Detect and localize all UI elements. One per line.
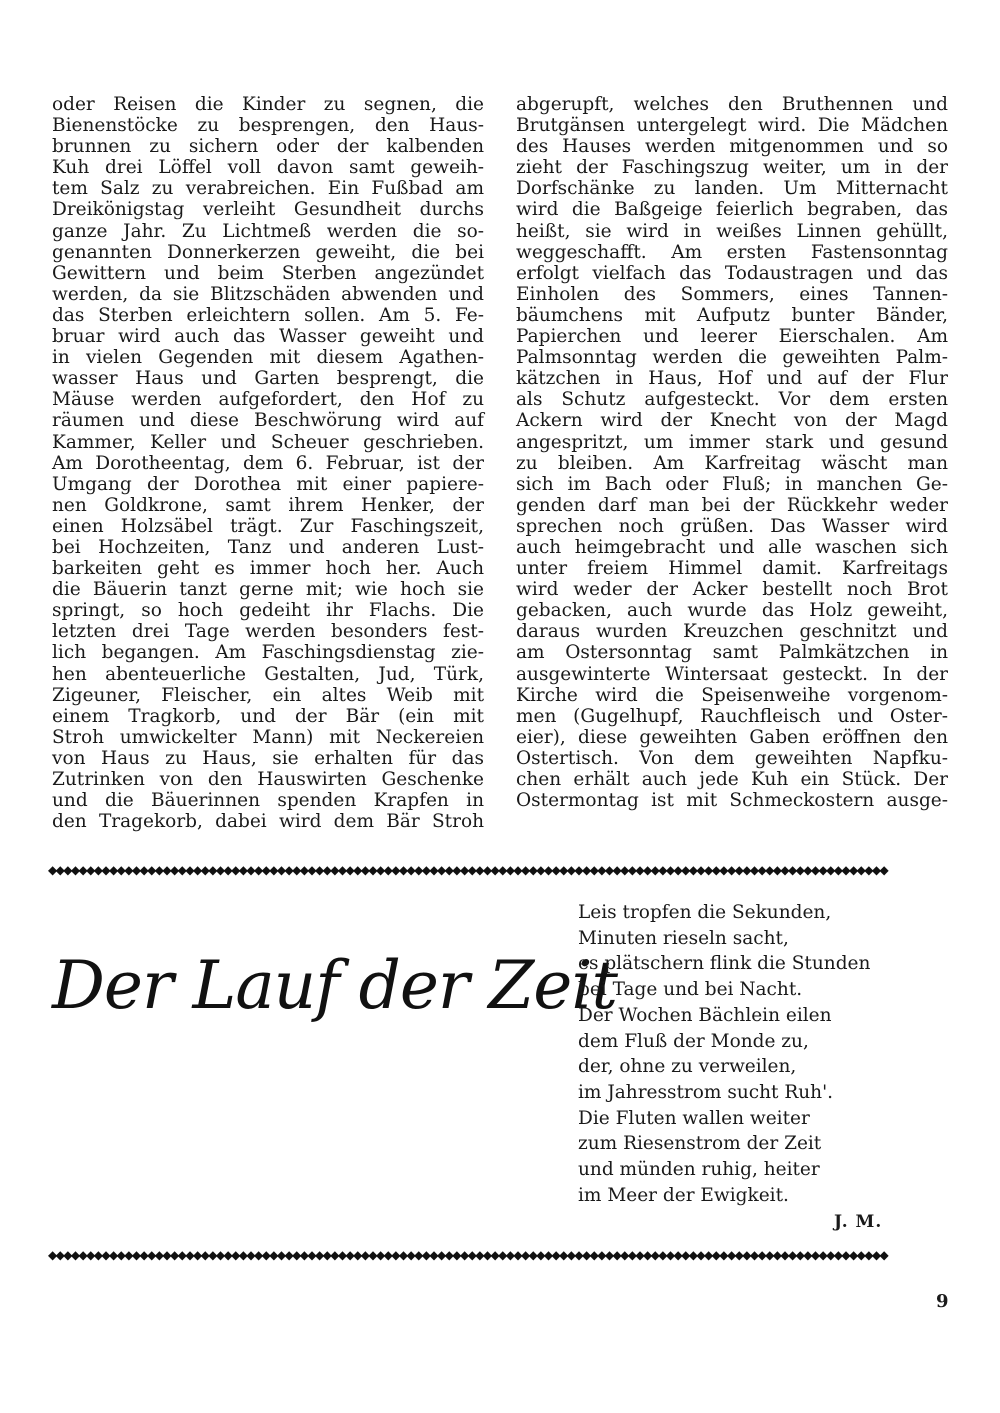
text-line: Papierchen und leerer Eierschalen. Am — [516, 326, 948, 348]
text-line: auch heimgebracht und alle waschen sich — [516, 536, 948, 558]
text-line: Umgang der Dorothea mit einer papiere- — [52, 473, 484, 495]
text-line: Stroh umwickelter Mann) mit Neckereien — [52, 726, 484, 748]
text-line: Gewittern und beim Sterben angezündet — [52, 262, 484, 284]
poem-author: J. M. — [834, 1212, 883, 1232]
poem-line: bei Tage und bei Nacht. — [578, 979, 803, 1001]
text-line: Dorfschänke zu landen. Um Mitternacht — [516, 178, 948, 200]
text-line: von Haus zu Haus, sie erhalten für das — [52, 747, 484, 769]
text-line: Zutrinken von den Hauswirten Geschenke — [52, 769, 484, 790]
text-line: bei Hochzeiten, Tanz und anderen Lust- — [52, 536, 484, 558]
text-line: den Tragekorb, dabei wird dem Bär Stroh — [52, 811, 484, 833]
text-line: am Ostersonntag samt Palmkätzchen in — [516, 642, 948, 664]
text-line: nen Goldkrone, samt ihrem Henker, der — [52, 494, 484, 516]
text-line: chen erhält auch jede Kuh ein Stück. Der — [516, 769, 948, 790]
text-line: heißt, sie wird in weißes Linnen gehüllt, — [516, 220, 948, 242]
text-line: Ostertisch. Von dem geweihten Napfku- — [516, 747, 948, 769]
poem-line: Minuten rieseln sacht, — [578, 927, 789, 949]
text-line: lich begangen. Am Faschingsdienstag zie- — [52, 642, 484, 664]
text-line: unter freiem Himmel damit. Karfreitags — [516, 558, 948, 580]
ornamental-divider-top: ◆◆◆◆◆◆◆◆◆◆◆◆◆◆◆◆◆◆◆◆◆◆◆◆◆◆◆◆◆◆◆◆◆◆◆◆◆◆◆◆◆◆◆◆◆◆◆◆◆◆◆◆◆◆◆◆◆◆◆◆◆◆◆◆◆◆◆◆◆◆◆◆◆◆◆◆◆◆◆◆◆◆◆◆◆◆◆◆◆◆◆◆◆◆◆◆◆◆◆◆◆◆◆◆◆◆◆◆◆◆ — [48, 863, 888, 877]
text-line: Kammer, Keller und Scheuer geschrieben. — [52, 431, 484, 453]
text-line: sich im Bach oder Fluß; in manchen Ge- — [516, 473, 948, 495]
text-line: erfolgt vielfach das Todaustragen und das — [516, 262, 948, 284]
text-line: daraus wurden Kreuzchen geschnitzt und — [516, 621, 948, 643]
text-line: bäumchens mit Aufputz bunter Bänder, — [516, 304, 948, 326]
poem-line: im Jahresstrom sucht Ruh'. — [578, 1081, 834, 1103]
poem-title: Der Lauf der Zeit — [52, 947, 617, 1024]
text-line: Ostermontag ist mit Schmeckostern ausge- — [516, 790, 948, 812]
text-line: räumen und diese Beschwörung wird auf — [52, 410, 484, 432]
poem-line: und münden ruhig, heiter — [578, 1159, 820, 1181]
poem-line: im Meer der Ewigkeit. — [578, 1184, 789, 1206]
poem-line: dem Fluß der Monde zu, — [578, 1030, 809, 1052]
text-line: Ackern wird der Knecht von der Magd — [516, 410, 948, 432]
page-number: 9 — [936, 1291, 949, 1312]
text-line: Bienenstöcke zu besprengen, den Haus- — [52, 115, 484, 137]
text-line: das Sterben erleichtern sollen. Am 5. Fe- — [52, 304, 484, 326]
text-line: gebacken, auch wurde das Holz geweiht, — [516, 600, 948, 622]
text-line: barkeiten geht es immer hoch her. Auch — [52, 558, 484, 580]
poem-line: Die Fluten wallen weiter — [578, 1107, 810, 1129]
text-line: wird die Baßgeige feierlich begraben, das — [516, 199, 948, 221]
article-column-right — [516, 94, 948, 811]
text-line: oder Reisen die Kinder zu segnen, die — [52, 94, 484, 115]
poem-line: es plätschern flink die Stunden — [578, 953, 871, 975]
text-line: eier), diese geweihten Gaben eröffnen den — [516, 726, 948, 748]
text-line: genannten Donnerkerzen geweiht, die bei — [52, 241, 484, 263]
poem-line: zum Riesenstrom der Zeit — [578, 1133, 822, 1155]
text-line: die Bäuerin tanzt gerne mit; wie hoch sie — [52, 579, 484, 601]
text-line: tem Salz zu verabreichen. Ein Fußbad am — [52, 178, 484, 200]
article-column-left — [52, 94, 484, 832]
text-line: letzten drei Tage werden besonders fest- — [52, 621, 484, 643]
poem-line: Leis tropfen die Sekunden, — [578, 902, 832, 923]
poem-text — [578, 900, 938, 1208]
text-line: einen Holzsäbel trägt. Zur Faschingszeit, — [52, 515, 484, 537]
text-line: weggeschafft. Am ersten Fastensonntag — [516, 241, 948, 263]
text-line: Am Dorotheentag, dem 6. Februar, ist der — [52, 452, 484, 474]
text-line: genden darf man bei der Rückkehr weder — [516, 494, 948, 516]
text-line: des Hauses werden mitgenommen und so — [516, 136, 948, 158]
text-line: Kuh drei Löffel voll davon samt geweih- — [52, 157, 484, 179]
text-line: in vielen Gegenden mit diesem Agathen- — [52, 347, 484, 369]
text-line: einem Tragkorb, und der Bär (ein mit — [52, 705, 484, 727]
text-line: men (Gugelhupf, Rauchfleisch und Oster- — [516, 705, 948, 727]
text-line: ausgewinterte Wintersaat gesteckt. In der — [516, 663, 948, 685]
text-line: Zigeuner, Fleischer, ein altes Weib mit — [52, 684, 484, 706]
text-line: als Schutz aufgesteckt. Vor dem ersten — [516, 389, 948, 411]
text-line: werden, da sie Blitzschäden abwenden und — [52, 283, 484, 305]
text-line: bruar wird auch das Wasser geweiht und — [52, 326, 484, 348]
text-line: Dreikönigstag verleiht Gesundheit durchs — [52, 199, 484, 221]
text-line: angespritzt, um immer stark und gesund — [516, 431, 948, 453]
text-line: wasser Haus und Garten besprengt, die — [52, 368, 484, 390]
text-line: abgerupft, welches den Bruthennen und — [516, 94, 948, 115]
text-line: zu bleiben. Am Karfreitag wäscht man — [516, 452, 948, 474]
text-line: sprechen noch grüßen. Das Wasser wird — [516, 515, 948, 537]
text-line: kätzchen in Haus, Hof und auf der Flur — [516, 368, 948, 390]
ornamental-divider-bottom: ◆◆◆◆◆◆◆◆◆◆◆◆◆◆◆◆◆◆◆◆◆◆◆◆◆◆◆◆◆◆◆◆◆◆◆◆◆◆◆◆◆◆◆◆◆◆◆◆◆◆◆◆◆◆◆◆◆◆◆◆◆◆◆◆◆◆◆◆◆◆◆◆◆◆◆◆◆◆◆◆◆◆◆◆◆◆◆◆◆◆◆◆◆◆◆◆◆◆◆◆◆◆◆◆◆◆◆◆◆◆ — [48, 1248, 888, 1262]
text-line: Mäuse werden aufgefordert, den Hof zu — [52, 389, 484, 411]
poem-line: der, ohne zu verweilen, — [578, 1056, 797, 1078]
text-line: zieht der Faschingszug weiter, um in der — [516, 157, 948, 179]
text-line: wird weder der Acker bestellt noch Brot — [516, 579, 948, 601]
text-line: Palmsonntag werden die geweihten Palm- — [516, 347, 948, 369]
text-line: ganze Jahr. Zu Lichtmeß werden die so- — [52, 220, 484, 242]
text-line: brunnen zu sichern oder der kalbenden — [52, 136, 484, 158]
text-line: hen abenteuerliche Gestalten, Jud, Türk, — [52, 663, 484, 685]
text-line: springt, so hoch gedeiht ihr Flachs. Die — [52, 600, 484, 622]
poem-line: Der Wochen Bächlein eilen — [578, 1004, 832, 1026]
text-line: Einholen des Sommers, eines Tannen- — [516, 283, 948, 305]
text-line: Brutgänsen untergelegt wird. Die Mädchen — [516, 115, 948, 137]
text-line: Kirche wird die Speisenweihe vorgenom- — [516, 684, 948, 706]
text-line: und die Bäuerinnen spenden Krapfen in — [52, 790, 484, 812]
